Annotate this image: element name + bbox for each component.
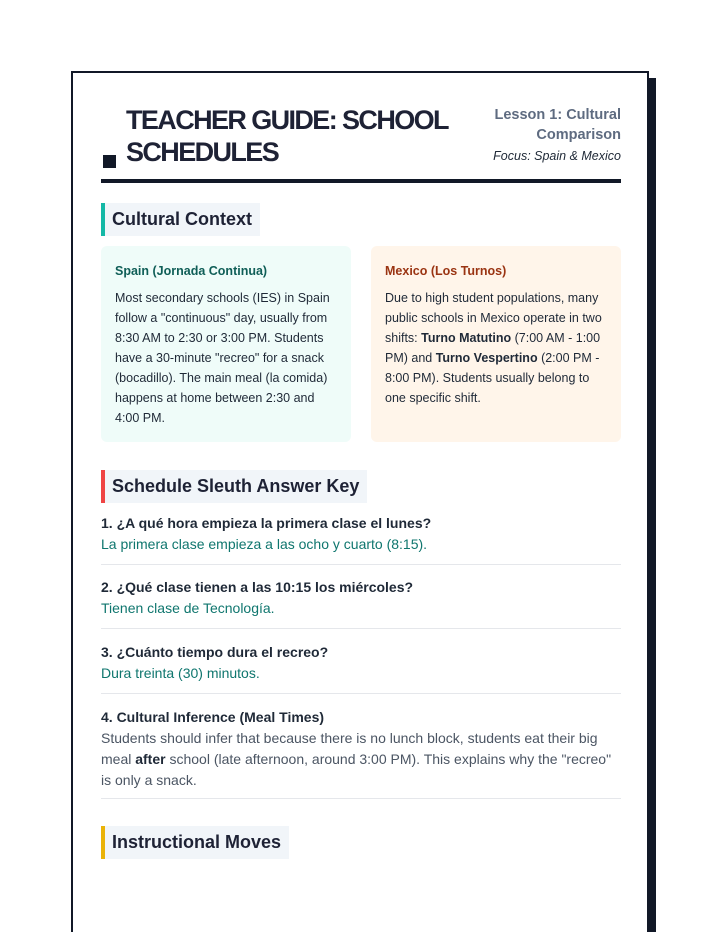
mexico-card: [371, 246, 621, 442]
answer-item: [101, 513, 621, 565]
answer-text: Tienen clase de Tecnología.: [101, 600, 275, 616]
mexico-card-title: Mexico (Los Turnos): [385, 264, 507, 278]
mexico-text-part: (7:00 AM - 1:00 PM) and: [385, 331, 601, 365]
question-text: 3. ¿Cuánto tiempo dura el recreo?: [101, 644, 329, 660]
focus-label: Focus: Spain & Mexico: [493, 149, 621, 163]
lesson-meta: [451, 105, 621, 166]
answer-text-part: school (late afternoon, around 3:00 PM). This explains why the "recreo" is only a snack.: [101, 751, 612, 788]
section-heading-answer-key: Schedule Sleuth Answer Key: [101, 470, 367, 503]
turno-matutino: Turno Matutino: [421, 331, 512, 345]
answer-emphasis: after: [135, 751, 166, 767]
question-text: 1. ¿A qué hora empieza la primera clase el lunes?: [101, 515, 432, 531]
page-title: TEACHER GUIDE: SCHOOL SCHEDULES: [126, 105, 448, 167]
guide-page: [71, 71, 649, 932]
page-header: [101, 101, 621, 183]
section-heading-instructional-moves: Instructional Moves: [101, 826, 289, 859]
mexico-text-part: (2:00 PM - 8:00 PM). Students usually belong to one specific shift.: [385, 351, 600, 405]
answer-text: La primera clase empieza a las ocho y cuarto (8:15).: [101, 536, 428, 552]
question-text: 2. ¿Qué clase tienen a las 10:15 los miércoles?: [101, 579, 414, 595]
title-bullet-square: [103, 155, 116, 168]
spain-card: [101, 246, 351, 442]
spain-card-title: Spain (Jornada Continua): [115, 264, 268, 278]
lesson-label: Lesson 1: Cultural Comparison: [494, 107, 621, 143]
turno-vespertino: Turno Vespertino: [435, 351, 538, 365]
question-text: 4. Cultural Inference (Meal Times): [101, 709, 325, 725]
answer-item: [101, 642, 621, 694]
mexico-card-text: [385, 288, 607, 408]
mexico-text-part: Due to high student populations, many public schools in Mexico operate in two shifts:: [385, 291, 602, 345]
answer-text: [101, 728, 621, 791]
answer-text-part: Students should infer that because there is no lunch block, students eat their big meal: [101, 730, 598, 767]
answer-item: [101, 577, 621, 629]
answer-text: Dura treinta (30) minutos.: [101, 665, 260, 681]
answer-item: [101, 707, 621, 799]
spain-card-text: Most secondary schools (IES) in Spain follow a "continuous" day, usually from 8:30 AM to 2:30 or 3:00 PM. Students have a 30-minute "recreo" for a snack (bocadillo). The main meal (la comida) happens at home between 2:30 and 4:00 PM.: [115, 291, 330, 425]
section-heading-cultural-context: Cultural Context: [101, 203, 260, 236]
